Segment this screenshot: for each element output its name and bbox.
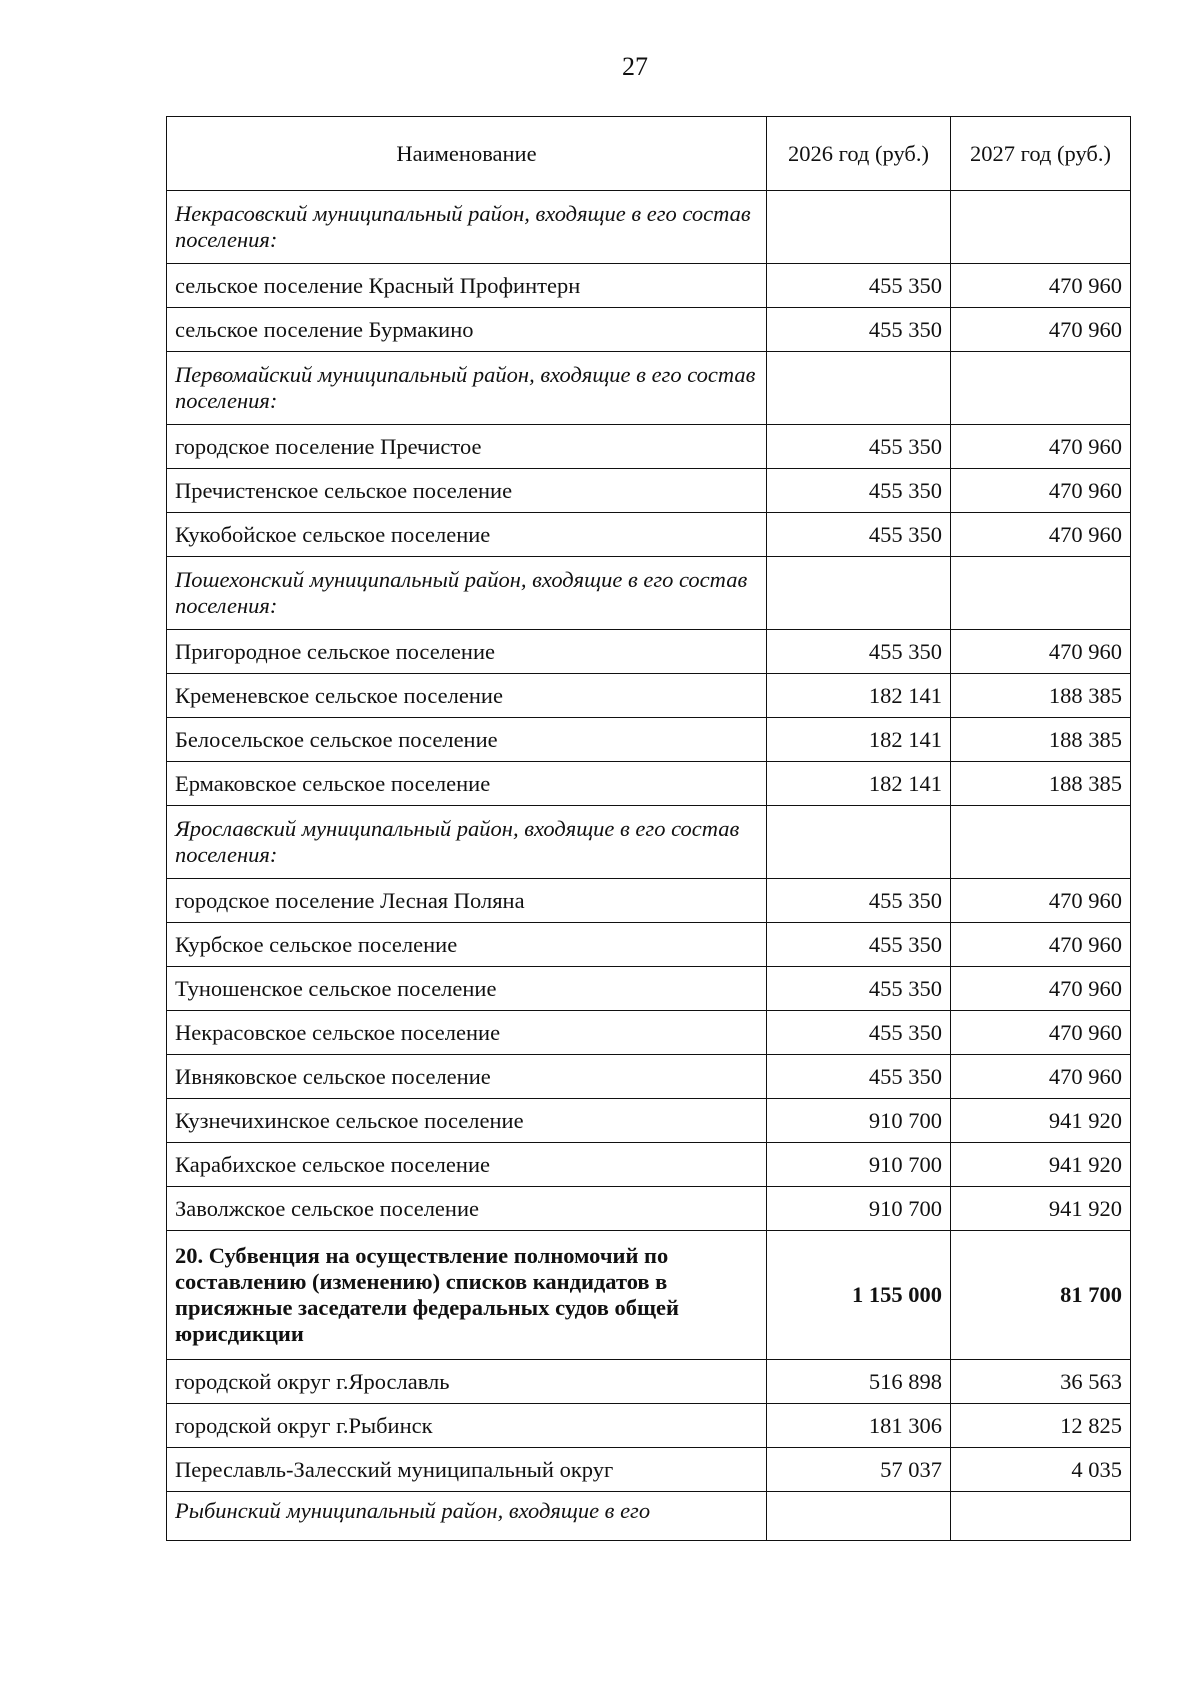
section-row	[167, 1231, 1131, 1360]
header-2027: 2027 год (руб.)	[951, 117, 1131, 191]
row-name: Пригородное сельское поселение	[167, 630, 767, 674]
value-2027: 470 960	[951, 879, 1131, 923]
table-row	[167, 264, 1131, 308]
row-name: Белосельское сельское поселение	[167, 718, 767, 762]
row-name: Кузнечихинское сельское поселение	[167, 1099, 767, 1143]
value-2027	[951, 191, 1131, 264]
row-name: Пречистенское сельское поселение	[167, 469, 767, 513]
row-name: 20. Субвенция на осуществление полномочий по составлению (изменению) списков кандидатов в присяжные заседатели федеральных судов общей юрисдикции	[167, 1231, 767, 1360]
page-number: 27	[622, 52, 648, 81]
row-name: Рыбинский муниципальный район, входящие в его	[167, 1492, 767, 1541]
partial-row	[167, 1492, 1131, 1541]
value-2027: 470 960	[951, 1055, 1131, 1099]
value-2026: 182 141	[767, 762, 951, 806]
value-2026: 181 306	[767, 1404, 951, 1448]
row-name: Курбское сельское поселение	[167, 923, 767, 967]
table-body	[167, 191, 1131, 1541]
header-name: Наименование	[167, 117, 767, 191]
row-name: сельское поселение Бурмакино	[167, 308, 767, 352]
value-2026	[767, 352, 951, 425]
value-2026: 455 350	[767, 425, 951, 469]
value-2026: 455 350	[767, 923, 951, 967]
table-row	[167, 1143, 1131, 1187]
row-name: Первомайский муниципальный район, входящие в его состав поселения:	[167, 352, 767, 425]
table-row	[167, 1099, 1131, 1143]
row-name: городской округ г.Ярославль	[167, 1360, 767, 1404]
value-2027: 188 385	[951, 674, 1131, 718]
row-name: городской округ г.Рыбинск	[167, 1404, 767, 1448]
value-2027: 470 960	[951, 264, 1131, 308]
row-name: Ермаковское сельское поселение	[167, 762, 767, 806]
value-2026: 455 350	[767, 1055, 951, 1099]
group-row	[167, 806, 1131, 879]
table-row	[167, 1011, 1131, 1055]
value-2027: 470 960	[951, 967, 1131, 1011]
row-name: сельское поселение Красный Профинтерн	[167, 264, 767, 308]
value-2026: 455 350	[767, 967, 951, 1011]
value-2026: 455 350	[767, 879, 951, 923]
value-2026	[767, 1492, 951, 1541]
value-2027: 941 920	[951, 1099, 1131, 1143]
table-row	[167, 425, 1131, 469]
value-2026: 455 350	[767, 308, 951, 352]
value-2027: 470 960	[951, 1011, 1131, 1055]
value-2026	[767, 191, 951, 264]
value-2026: 455 350	[767, 469, 951, 513]
value-2027: 941 920	[951, 1143, 1131, 1187]
row-name: Карабихское сельское поселение	[167, 1143, 767, 1187]
row-name: городское поселение Лесная Поляна	[167, 879, 767, 923]
value-2026: 455 350	[767, 513, 951, 557]
value-2027: 470 960	[951, 513, 1131, 557]
header-row	[167, 117, 1131, 191]
table-row	[167, 513, 1131, 557]
row-name: Туношенское сельское поселение	[167, 967, 767, 1011]
table-row	[167, 1055, 1131, 1099]
header-2026: 2026 год (руб.)	[767, 117, 951, 191]
value-2027: 188 385	[951, 762, 1131, 806]
value-2027: 941 920	[951, 1187, 1131, 1231]
table-row	[167, 1360, 1131, 1404]
value-2027	[951, 1492, 1131, 1541]
value-2026: 1 155 000	[767, 1231, 951, 1360]
table-row	[167, 308, 1131, 352]
table-header	[167, 117, 1131, 191]
row-name: Кукобойское сельское поселение	[167, 513, 767, 557]
group-row	[167, 557, 1131, 630]
value-2026: 455 350	[767, 1011, 951, 1055]
value-2027: 12 825	[951, 1404, 1131, 1448]
allocation-table	[166, 116, 1131, 1541]
row-name: Некрасовский муниципальный район, входящие в его состав поселения:	[167, 191, 767, 264]
row-name: Заволжское сельское поселение	[167, 1187, 767, 1231]
table-row	[167, 879, 1131, 923]
table-row	[167, 1448, 1131, 1492]
table-row	[167, 967, 1131, 1011]
value-2027: 470 960	[951, 469, 1131, 513]
group-row	[167, 352, 1131, 425]
table-row	[167, 1404, 1131, 1448]
value-2026: 910 700	[767, 1187, 951, 1231]
row-name: Ярославский муниципальный район, входящие в его состав поселения:	[167, 806, 767, 879]
value-2027: 470 960	[951, 923, 1131, 967]
value-2027: 4 035	[951, 1448, 1131, 1492]
value-2026: 182 141	[767, 674, 951, 718]
table-row	[167, 674, 1131, 718]
table-row	[167, 718, 1131, 762]
value-2026: 57 037	[767, 1448, 951, 1492]
value-2026	[767, 557, 951, 630]
row-name: Ивняковское сельское поселение	[167, 1055, 767, 1099]
value-2027: 81 700	[951, 1231, 1131, 1360]
value-2027: 36 563	[951, 1360, 1131, 1404]
row-name: Кременевское сельское поселение	[167, 674, 767, 718]
value-2027: 470 960	[951, 425, 1131, 469]
table-row	[167, 630, 1131, 674]
value-2027	[951, 557, 1131, 630]
value-2026: 910 700	[767, 1143, 951, 1187]
row-name: Некрасовское сельское поселение	[167, 1011, 767, 1055]
table-row	[167, 469, 1131, 513]
table-row	[167, 923, 1131, 967]
value-2027	[951, 352, 1131, 425]
value-2026: 455 350	[767, 264, 951, 308]
value-2027	[951, 806, 1131, 879]
table-row	[167, 1187, 1131, 1231]
value-2027: 470 960	[951, 308, 1131, 352]
value-2026: 455 350	[767, 630, 951, 674]
row-name: городское поселение Пречистое	[167, 425, 767, 469]
value-2027: 188 385	[951, 718, 1131, 762]
row-name: Пошехонский муниципальный район, входящие в его состав поселения:	[167, 557, 767, 630]
value-2026: 516 898	[767, 1360, 951, 1404]
value-2026: 182 141	[767, 718, 951, 762]
value-2026: 910 700	[767, 1099, 951, 1143]
table-row	[167, 762, 1131, 806]
value-2027: 470 960	[951, 630, 1131, 674]
value-2026	[767, 806, 951, 879]
row-name: Переславль-Залесский муниципальный округ	[167, 1448, 767, 1492]
group-row	[167, 191, 1131, 264]
